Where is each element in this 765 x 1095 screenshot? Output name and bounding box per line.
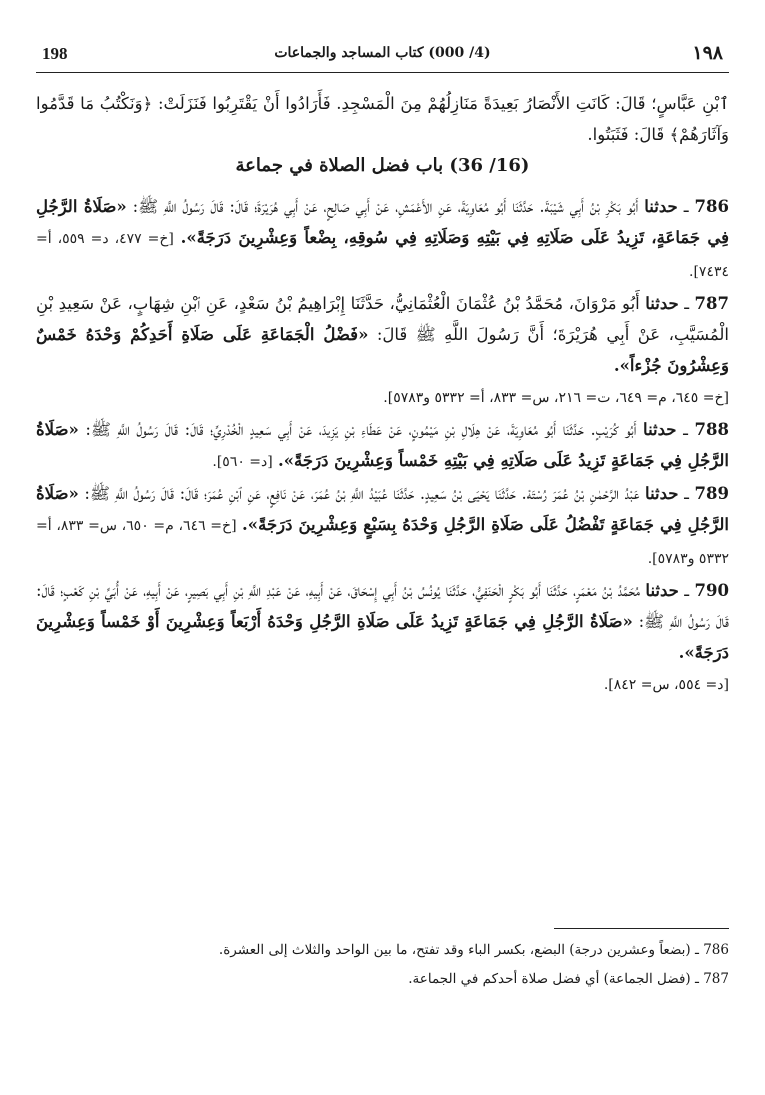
dash-separator: ـ bbox=[678, 294, 690, 313]
footnote-787: 787 ـ (فضل الجماعة) أي فضل صلاة أحدكم في الجماعة. bbox=[408, 971, 729, 987]
hadith-matn: «فَضْلُ الْجَمَاعَةِ عَلَى صَلَاةِ أَحَدِكُمْ وَحْدَهُ خَمْسٌ وَعِشْرُونَ جُزْءاً». bbox=[36, 325, 729, 375]
hadith-refs: [خ= ٦٤٥، م= ٦٤٩، ت= ٢١٦، س= ٨٣٣، أ= ٥٣٣٢ و٥٧٨٣]. bbox=[383, 390, 729, 406]
page-number-latin: 198 bbox=[42, 44, 68, 63]
hadith-lead: حدثنا bbox=[645, 294, 679, 313]
hadith-number: 786 bbox=[694, 197, 729, 216]
hadith-789 bbox=[36, 478, 729, 575]
chapter-title: (16/ 36) باب فضل الصلاة في جماعة bbox=[235, 155, 530, 176]
hadith-refs: [د= ٥٦٠]. bbox=[212, 454, 273, 470]
dash-separator: ـ bbox=[678, 484, 689, 503]
hadith-isnad: مُحَمَّدُ بْنُ مَعْمَرٍ، حَدَّثَنَا أَبُو بَكْرٍ الْحَنَفِيُّ، حَدَّثَنَا يُونُسُ بْنُ أَبِي إِسْحَاقَ، عَنْ أَبِيهِ، عَنْ عَبْدِ اللَّهِ بْنِ أَبِي بَصِيرٍ، عَنْ أَبِيهِ، عَنْ أُبَيِّ بْنِ كَعْبٍ؛ قَالَ: قَالَ رَسُولُ اللَّهِ ﷺ: bbox=[36, 581, 729, 631]
hadith-lead: حدثنا bbox=[644, 197, 678, 216]
page-number-arabic: ١٩٨ bbox=[692, 42, 723, 64]
dash-separator: ـ bbox=[676, 420, 688, 439]
hadith-number: 789 bbox=[694, 484, 729, 503]
footnotes bbox=[36, 936, 729, 994]
hadith-refs: [خ= ٤٧٧، د= ٥٥٩، أ= ٧٤٣٤]. bbox=[36, 231, 729, 280]
hadith-matn: «صَلَاةُ الرَّجُلِ فِي جَمَاعَةٍ، تَزِيدُ عَلَى صَلَاتِهِ فِي بَيْتِهِ وَصَلَاتِهِ فِي سُوقِهِ، بِضْعاً وَعِشْرِينَ دَرَجَةً». bbox=[36, 197, 729, 247]
footnote-separator bbox=[554, 928, 729, 929]
dash-separator: ـ bbox=[677, 197, 689, 216]
running-title: (4/ 000) كتاب المساجد والجماعات bbox=[274, 45, 491, 61]
hadith-refs: [خ= ٦٤٦، م= ٦٥٠، س= ٨٣٣، أ= ٥٣٣٢ و٥٧٨٣]. bbox=[36, 518, 729, 567]
hadith-isnad: أَبُو مَرْوَانَ، مُحَمَّدُ بْنُ عُثْمَانَ الْعُثْمَانِيُّ، حَدَّثَنَا إِبْرَاهِيمُ بْنُ سَعْدٍ، عَنِ ٱبْنِ شِهَابٍ، عَنْ سَعِيدِ بْنِ الْمُسَيَّبِ، عَنْ أَبِي هُرَيْرَةَ؛ أَنَّ رَسُولَ اللَّهِ ﷺ قَالَ: bbox=[36, 294, 729, 344]
hadith-790 bbox=[36, 575, 729, 701]
main-text bbox=[36, 88, 729, 701]
hadith-lead: حدثنا bbox=[645, 581, 679, 600]
hadith-isnad: أَبُو كُرَيْبٍ. حَدَّثَنَا أَبُو مُعَاوِيَةَ، عَنْ هِلَالِ بْنِ مَيْمُونٍ، عَنْ عَطَاءِ بْنِ يَزِيدَ، عَنْ أَبِي سَعِيدٍ الْخُدْرِيِّ؛ قَالَ: قَالَ رَسُولُ اللَّهِ ﷺ: bbox=[85, 420, 637, 439]
hadith-number: 787 bbox=[694, 294, 729, 313]
hadith-number: 790 bbox=[694, 581, 729, 600]
footnote-786: 786 ـ (بضعاً وعشرين درجة) البضع، بكسر الباء وقد تفتح، ما بين الواحد والثلاث إلى العشرة. bbox=[218, 942, 729, 958]
hadith-isnad: عَبْدُ الرَّحْمٰنِ بْنُ عُمَرَ رُسْتَهْ. حَدَّثَنَا يَحْيَى بْنُ سَعِيدٍ. حَدَّثَنَا عُبَيْدُ اللَّهِ بْنُ عُمَرَ، عَنْ نَافِعٍ، عَنِ ٱبْنِ عُمَرَ؛ قَالَ: قَالَ رَسُولُ اللَّهِ ﷺ: bbox=[84, 484, 640, 503]
hadith-lead: حدثنا bbox=[643, 420, 677, 439]
hadith-matn: «صَلَاةُ الرَّجُلِ فِي جَمَاعَةٍ تَزِيدُ عَلَى صَلَاتِهِ فِي بَيْتِهِ خَمْساً وَعِشْرِينَ دَرَجَةً». bbox=[36, 420, 729, 470]
intro-paragraph: ٱبْنِ عَبَّاسٍ؛ قَالَ: كَانَتِ الأَنْصَارُ بَعِيدَةً مَنَازِلُهُمْ مِنَ الْمَسْجِدِ. فَأَرَادُوا أَنْ يَقْتَرِبُوا فَنَزَلَتْ: ﴿وَنَكْتُبُ مَا قَدَّمُوا وَآثَارَهُمْ﴾ قَالَ: فَثَبَتُوا. bbox=[36, 94, 729, 144]
hadith-787 bbox=[36, 288, 729, 414]
hadith-isnad: أَبُو بَكْرِ بْنُ أَبِي شَيْبَةَ. حَدَّثَنَا أَبُو مُعَاوِيَةَ، عَنِ الأَعْمَشِ، عَنْ أَبِي صَالِحٍ، عَنْ أَبِي هُرَيْرَةَ؛ قَالَ: قَالَ رَسُولُ اللَّهِ ﷺ: bbox=[132, 197, 639, 216]
hadith-786 bbox=[36, 191, 729, 288]
page-header bbox=[36, 38, 729, 73]
hadith-number: 788 bbox=[694, 420, 729, 439]
hadith-matn: «صَلَاةُ الرَّجُلِ فِي جَمَاعَةٍ تَزِيدُ عَلَى صَلَاةِ الرَّجُلِ وَحْدَهُ أَرْبَعاً وَعِشْرِينَ أَوْ خَمْساً وَعِشْرِينَ دَرَجَةً». bbox=[36, 612, 729, 662]
hadith-lead: حدثنا bbox=[645, 484, 679, 503]
hadith-788 bbox=[36, 414, 729, 478]
hadith-matn: «صَلَاةُ الرَّجُلِ فِي جَمَاعَةٍ تَفْضُلُ عَلَى صَلَاةِ الرَّجُلِ وَحْدَهُ بِسَبْعٍ وَعِشْرِينَ دَرَجَةً». bbox=[36, 484, 729, 534]
dash-separator: ـ bbox=[678, 581, 690, 600]
hadith-refs: [د= ٥٥٤، س= ٨٤٢]. bbox=[603, 677, 729, 693]
